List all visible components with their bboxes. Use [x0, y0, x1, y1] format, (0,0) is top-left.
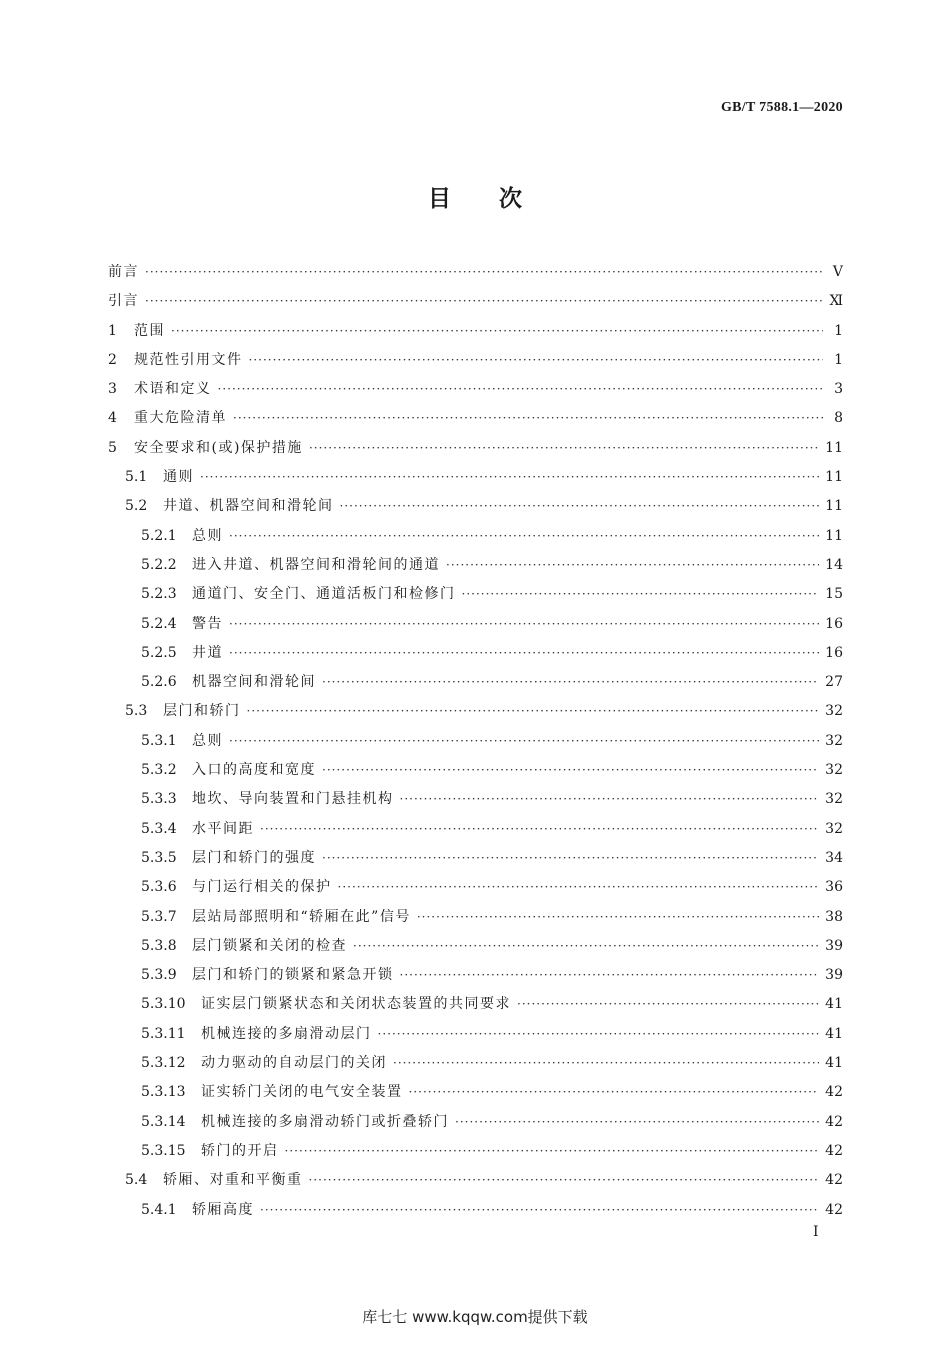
toc-entry-page: 32	[825, 732, 843, 749]
toc-entry-title: 安全要求和(或)保护措施	[134, 439, 303, 456]
toc-dot-leader	[446, 551, 819, 580]
toc-entry-number: 5.2.2	[141, 556, 177, 573]
toc-entry[interactable]	[108, 1108, 843, 1137]
toc-entry-number: 5.3.8	[141, 937, 177, 954]
toc-entry-title: 证实层门锁紧状态和关闭状态装置的共同要求	[201, 996, 511, 1013]
toc-entry-number: 4	[108, 410, 117, 427]
toc-dot-leader	[229, 639, 819, 668]
toc-entry[interactable]	[108, 404, 843, 433]
toc-entry-page: 42	[825, 1084, 843, 1101]
toc-entry-page: 15	[825, 586, 843, 603]
toc-entry-number: 5.3.15	[141, 1142, 186, 1159]
toc-entry-title: 机器空间和滑轮间	[192, 674, 316, 691]
toc-dot-leader	[340, 492, 820, 521]
toc-entry[interactable]	[108, 522, 843, 551]
toc-entry[interactable]	[108, 1078, 843, 1107]
toc-entry-title: 机械连接的多扇滑动轿门或折叠轿门	[201, 1113, 449, 1130]
toc-dot-leader	[200, 463, 819, 492]
toc-entry-title: 层门锁紧和关闭的检查	[192, 937, 347, 954]
toc-entry-title: 警告	[192, 615, 223, 632]
toc-entry[interactable]	[108, 990, 843, 1019]
toc-entry-page: 42	[825, 1201, 843, 1218]
toc-entry-number: 5.1	[125, 469, 148, 486]
toc-dot-leader	[285, 1137, 820, 1166]
toc-entry-page: 11	[825, 498, 843, 515]
toc-entry-number: 1	[108, 322, 117, 339]
toc-entry-title: 与门运行相关的保护	[192, 879, 332, 896]
toc-dot-leader	[322, 844, 819, 873]
toc-dot-leader	[260, 1196, 819, 1225]
toc-entry-page: 41	[825, 1025, 843, 1042]
toc-entry-number: 5.2	[125, 498, 148, 515]
toc-entry[interactable]	[108, 815, 843, 844]
toc-entry[interactable]	[108, 1049, 843, 1078]
toc-dot-leader	[229, 610, 819, 639]
toc-entry[interactable]	[108, 1196, 843, 1225]
toc-dot-leader	[393, 1049, 819, 1078]
toc-entry-page: 42	[825, 1172, 843, 1189]
toc-entry-title: 层门和轿门	[163, 703, 241, 720]
toc-entry-title: 总则	[192, 732, 223, 749]
toc-entry-page: 36	[825, 879, 843, 896]
toc-entry-page: 39	[825, 937, 843, 954]
toc-entry-title: 轿厢、对重和平衡重	[163, 1172, 303, 1189]
toc-entry-number: 5.3.2	[141, 762, 177, 779]
toc-entry-title: 轿厢高度	[192, 1201, 254, 1218]
toc-entry[interactable]	[108, 639, 843, 668]
toc-entry-number: 5.3.6	[141, 879, 177, 896]
toc-dot-leader	[517, 990, 819, 1019]
toc-entry-title: 入口的高度和宽度	[192, 762, 316, 779]
toc-entry-page: 39	[825, 967, 843, 984]
toc-entry-page: 32	[825, 820, 843, 837]
toc-entry-page: 11	[825, 439, 843, 456]
toc-entry-number: 5.3	[125, 703, 148, 720]
toc-entry-title: 进入井道、机器空间和滑轮间的通道	[192, 556, 440, 573]
toc-entry[interactable]	[108, 961, 843, 990]
toc-dot-leader	[353, 932, 819, 961]
toc-entry-number: 5.3.12	[141, 1055, 186, 1072]
toc-entry-page: 32	[825, 791, 843, 808]
toc-entry-number: 5.3.5	[141, 849, 177, 866]
toc-dot-leader	[309, 434, 819, 463]
toc-dot-leader	[417, 903, 819, 932]
toc-entry[interactable]	[108, 580, 843, 609]
toc-dot-leader	[462, 580, 820, 609]
toc-dot-leader	[171, 317, 823, 346]
toc-entry[interactable]	[108, 1166, 843, 1195]
toc-entry[interactable]	[108, 258, 843, 287]
toc-dot-leader	[233, 404, 823, 433]
toc-entry-number: 5.2.3	[141, 586, 177, 603]
toc-entry-number: 5.3.3	[141, 791, 177, 808]
toc-entry-title: 层门和轿门的锁紧和紧急开锁	[192, 967, 394, 984]
toc-entry-title: 井道	[192, 644, 223, 661]
toc-entry[interactable]	[108, 287, 843, 316]
toc-dot-leader	[229, 727, 819, 756]
toc-entry-page: 42	[825, 1142, 843, 1159]
toc-entry-title: 动力驱动的自动层门的关闭	[201, 1055, 387, 1072]
toc-entry-page: 41	[825, 1055, 843, 1072]
toc-entry-page: 8	[834, 410, 843, 427]
toc-entry-page: 1	[834, 322, 843, 339]
toc-entry[interactable]	[108, 844, 843, 873]
toc-entry[interactable]	[108, 551, 843, 580]
toc-entry-number: 5.2.1	[141, 527, 177, 544]
toc-entry[interactable]	[108, 434, 843, 463]
toc-entry[interactable]	[108, 346, 843, 375]
toc-entry-number: 3	[108, 381, 117, 398]
toc-entry-page: Ⅴ	[832, 264, 843, 280]
toc-entry[interactable]	[108, 610, 843, 639]
toc-entry-title: 证实轿门关闭的电气安全装置	[201, 1084, 403, 1101]
toc-dot-leader	[145, 258, 823, 287]
toc-entry[interactable]	[108, 727, 843, 756]
toc-entry[interactable]	[108, 1137, 843, 1166]
toc-entry-title: 轿门的开启	[201, 1142, 279, 1159]
toc-entry-page: 27	[825, 674, 843, 691]
toc-entry-title: 地坎、导向装置和门悬挂机构	[192, 791, 394, 808]
toc-entry-title: 重大危险清单	[134, 410, 227, 427]
toc-entry[interactable]	[108, 317, 843, 346]
toc-entry-title: 术语和定义	[134, 381, 212, 398]
toc-entry-title: 机械连接的多扇滑动层门	[201, 1025, 372, 1042]
toc-entry-title: 水平间距	[192, 820, 254, 837]
toc-entry-page: 16	[825, 644, 843, 661]
toc-entry-number: 5.3.13	[141, 1084, 186, 1101]
toc-entry-page: 14	[825, 556, 843, 573]
toc-entry[interactable]	[108, 756, 843, 785]
toc-dot-leader	[247, 697, 820, 726]
toc-dot-leader	[309, 1166, 820, 1195]
toc-entry-page: 32	[825, 762, 843, 779]
toc-entry-page: 34	[825, 849, 843, 866]
toc-entry[interactable]	[108, 932, 843, 961]
toc-entry-number: 5.2.5	[141, 644, 177, 661]
toc-entry-page: 11	[825, 469, 843, 486]
toc-entry-title: 层站局部照明和“轿厢在此”信号	[192, 908, 411, 925]
toc-entry-number: 5	[108, 439, 117, 456]
toc-entry[interactable]	[108, 903, 843, 932]
toc-dot-leader	[218, 375, 824, 404]
toc-entry-number: 5.3.4	[141, 820, 177, 837]
toc-entry-title: 通道门、安全门、通道活板门和检修门	[192, 586, 456, 603]
toc-entry-page: 32	[825, 703, 843, 720]
toc-entry[interactable]	[108, 697, 843, 726]
download-footer: 库七七 www.kqqw.com提供下载	[362, 1308, 588, 1326]
toc-entry[interactable]	[108, 668, 843, 697]
toc-entry-page: 11	[825, 527, 843, 544]
toc-entry-title: 规范性引用文件	[134, 351, 243, 368]
standard-code: GB/T 7588.1—2020	[720, 100, 843, 115]
toc-dot-leader	[409, 1078, 820, 1107]
toc-dot-leader	[145, 287, 823, 316]
toc-entry[interactable]	[108, 785, 843, 814]
toc-entry[interactable]	[108, 873, 843, 902]
toc-dot-leader	[249, 346, 824, 375]
toc-entry-number: 5.3.9	[141, 967, 177, 984]
toc-entry-title: 引言	[108, 293, 139, 310]
toc-entry-title: 前言	[108, 264, 139, 280]
toc-dot-leader	[400, 961, 820, 990]
toc-entry-title: 层门和轿门的强度	[192, 849, 316, 866]
toc-entry-number: 5.3.10	[141, 996, 186, 1013]
toc-entry[interactable]	[108, 463, 843, 492]
toc-entry-number: 5.4	[125, 1172, 148, 1189]
toc-dot-leader	[322, 668, 819, 697]
toc-entry-page: 38	[825, 908, 843, 925]
toc-entry-number: 5.3.11	[141, 1025, 186, 1042]
page-number: Ⅰ	[813, 1224, 819, 1240]
toc-dot-leader	[229, 522, 819, 551]
toc-entry-number: 5.2.4	[141, 615, 177, 632]
toc-entry-number: 2	[108, 351, 117, 368]
toc-entry-number: 5.4.1	[141, 1201, 177, 1218]
toc-dot-leader	[338, 873, 820, 902]
toc-entry[interactable]	[108, 1020, 843, 1049]
toc-entry-page: 16	[825, 615, 843, 632]
toc-entry-page: 1	[834, 351, 843, 368]
toc-dot-leader	[260, 815, 819, 844]
page-title: 目次	[428, 186, 570, 212]
toc-entry-page: 42	[825, 1113, 843, 1130]
toc-entry-number: 5.3.7	[141, 908, 177, 925]
toc-dot-leader	[378, 1020, 820, 1049]
toc-entry-title: 总则	[192, 527, 223, 544]
toc-entry-title: 范围	[134, 322, 165, 339]
toc-dot-leader	[455, 1108, 819, 1137]
toc-dot-leader	[400, 785, 820, 814]
toc-dot-leader	[322, 756, 819, 785]
toc-entry-title: 通则	[163, 469, 194, 486]
toc-entry-number: 5.2.6	[141, 674, 177, 691]
toc-entry-number: 5.3.14	[141, 1113, 186, 1130]
toc-entry[interactable]	[108, 492, 843, 521]
toc-entry[interactable]	[108, 375, 843, 404]
toc-entry-page: 41	[825, 996, 843, 1013]
table-of-contents	[108, 258, 843, 1225]
toc-entry-title: 井道、机器空间和滑轮间	[163, 498, 334, 515]
toc-entry-number: 5.3.1	[141, 732, 177, 749]
toc-entry-page: 3	[834, 381, 843, 398]
toc-entry-page: Ⅺ	[829, 293, 843, 310]
